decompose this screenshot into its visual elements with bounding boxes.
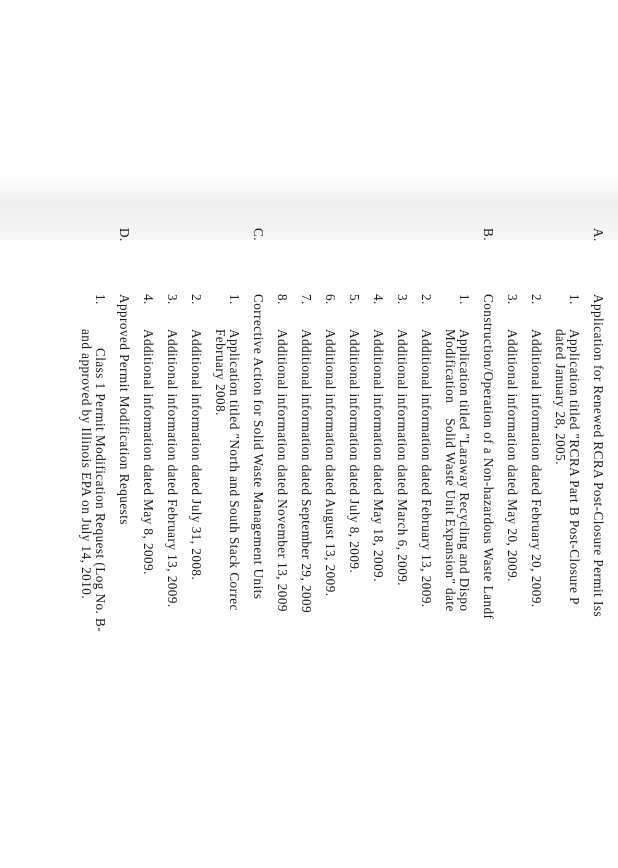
item-text: February 2008. bbox=[213, 329, 228, 416]
section-title: Approved Permit Modification Requests bbox=[117, 294, 132, 525]
item-number: 1. bbox=[93, 294, 108, 305]
item-number: 1. bbox=[227, 294, 242, 305]
item-number: 4. bbox=[141, 294, 156, 305]
item-text: Additional information dated March 6, 2009. bbox=[395, 329, 410, 587]
item-number: 3. bbox=[505, 294, 520, 305]
item-number: 2. bbox=[419, 294, 434, 305]
item-number: 3. bbox=[395, 294, 410, 305]
item-text: Application titled "North and South Stack Correc bbox=[227, 329, 242, 611]
item-number: 4. bbox=[371, 294, 386, 305]
item-number: 5. bbox=[347, 294, 362, 305]
item-text: Application titled "Laraway Recycling and Dispo bbox=[457, 329, 472, 612]
item-number: 3. bbox=[165, 294, 180, 305]
item-text: Modification Solid Waste Unit Expansion" date bbox=[443, 329, 458, 612]
item-text: Additional information dated September 29, 2009 bbox=[299, 329, 314, 614]
item-text: Additional information dated May 20, 2009. bbox=[505, 329, 520, 582]
item-text: Additional information dated May 8, 2009. bbox=[141, 329, 156, 575]
item-number: 8. bbox=[275, 294, 290, 305]
item-number: 7. bbox=[299, 294, 314, 305]
item-text: Additional information dated July 31, 2008. bbox=[189, 329, 204, 581]
section-title: Application for Renewed RCRA Post-Closure Permit Iss bbox=[591, 294, 606, 618]
section-title: Construction/Operation of a Non-hazardous Waste Landf bbox=[481, 294, 496, 620]
item-number: 6. bbox=[323, 294, 338, 305]
item-text: Application titled "RCRA Part B Post-Closure P bbox=[567, 329, 582, 605]
section-label: B. bbox=[481, 228, 496, 241]
rotated-document-page bbox=[46, 228, 606, 868]
item-text: Additional information dated July 8, 2009. bbox=[347, 329, 362, 574]
item-text: Additional information dated November 13, 2009 bbox=[275, 329, 290, 612]
item-text: Class 1 Permit Modification Request (Log No. B- bbox=[93, 348, 108, 633]
section-label: D. bbox=[117, 228, 132, 242]
item-number: 2. bbox=[189, 294, 204, 305]
item-text: dated January 28, 2005. bbox=[553, 329, 568, 465]
item-number: 2. bbox=[529, 294, 544, 305]
section-label: C. bbox=[251, 228, 266, 241]
item-text: Additional information dated August 13, 2009. bbox=[323, 329, 338, 597]
item-text: Additional information dated February 13, 2009. bbox=[419, 329, 434, 608]
item-text: Additional information dated May 18, 2009. bbox=[371, 329, 386, 582]
item-text: and approved by Illinois EPA on July 14, 2010. bbox=[79, 329, 94, 600]
item-text: Additional information dated February 20, 2009. bbox=[529, 329, 544, 608]
section-title: Corrective Action for Solid Waste Management Units bbox=[251, 294, 266, 600]
item-number: 1. bbox=[567, 294, 582, 305]
item-text: Additional information dated February 13, 2009. bbox=[165, 329, 180, 608]
section-label: A. bbox=[591, 228, 606, 242]
item-number: 1. bbox=[457, 294, 472, 305]
